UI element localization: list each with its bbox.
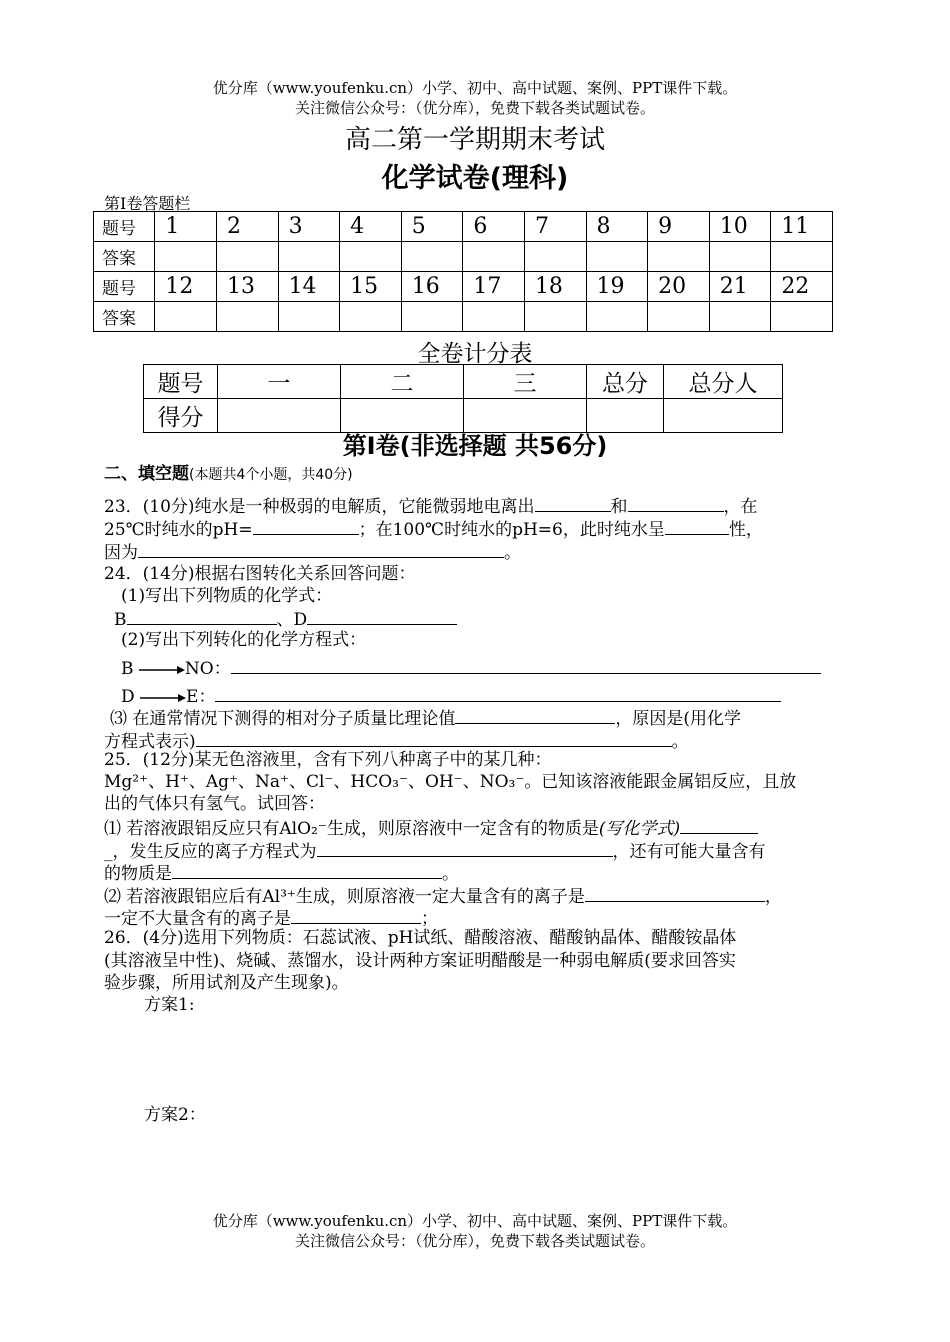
blank[interactable]: [196, 729, 672, 747]
blank[interactable]: [231, 656, 821, 674]
question-number: 10: [709, 212, 771, 242]
blank[interactable]: [535, 494, 611, 512]
q24-line-4: (2)写出下列转化的化学方程式：: [121, 630, 367, 650]
answer-cell[interactable]: [524, 242, 586, 272]
q24-text: E：: [186, 687, 216, 707]
question-number: 5: [401, 212, 463, 242]
blank[interactable]: [253, 517, 359, 535]
question-number: 18: [524, 272, 586, 302]
q26-line-3: 验步骤，所用试剂及产生现象)。: [104, 973, 349, 993]
answer-cell[interactable]: [524, 302, 586, 332]
blank[interactable]: [291, 906, 421, 924]
q25-text: ⑴ 若溶液跟铝反应只有AlO₂⁻生成，则原溶液中一定含有的物质是: [104, 819, 599, 839]
q24-text: 、D: [276, 610, 308, 630]
answer-table-row: [94, 302, 833, 332]
q24-text: ⑶ 在通常情况下测得的相对分子质量比理论值: [110, 709, 456, 729]
q23-text: 25℃时纯水的pH=: [104, 520, 253, 540]
ion-list: Mg²⁺、H⁺、Ag⁺、Na⁺、Cl⁻、HCO₃⁻、OH⁻、NO₃⁻: [104, 772, 525, 792]
q24-text: 方程式表示): [104, 732, 196, 752]
q23-text: 性，: [728, 520, 763, 540]
q23-line-1: [104, 494, 758, 519]
score-table-caption: 全卷计分表: [417, 341, 533, 367]
answer-cell[interactable]: [340, 302, 402, 332]
blank[interactable]: [680, 816, 758, 834]
q24-text: ，原因是(用化学: [615, 709, 742, 729]
question-number: 6: [463, 212, 525, 242]
score-header: 三: [464, 365, 587, 399]
blank[interactable]: [317, 839, 613, 857]
header-line-1: 优分库（www.youfenku.cn）小学、初中、高中试题、案例、PPT课件下载。: [212, 79, 738, 97]
blank[interactable]: [138, 540, 504, 558]
answer-cell[interactable]: [586, 302, 648, 332]
row-label: 题号: [94, 212, 155, 242]
answer-table-caption: 第I卷答题栏: [104, 194, 191, 213]
answer-cell[interactable]: [401, 302, 463, 332]
question-number: 1: [155, 212, 217, 242]
question-number: 13: [216, 272, 278, 302]
score-row-label: 得分: [144, 399, 218, 433]
footer-line-1: 优分库（www.youfenku.cn）小学、初中、高中试题、案例、PPT课件下载。: [212, 1212, 738, 1230]
q25-line-1: 25．(12分)某无色溶液里，含有下列八种离子中的某几种：: [104, 750, 552, 770]
question-number: 11: [771, 212, 833, 242]
question-number: 2: [216, 212, 278, 242]
q24-text: 。: [671, 732, 689, 752]
exam-title: 高二第一学期期末考试: [344, 125, 605, 155]
answer-cell[interactable]: [771, 242, 833, 272]
q25-text: 。已知该溶液能跟金属铝反应，且放: [524, 772, 797, 792]
answer-cell[interactable]: [648, 242, 710, 272]
reaction-arrow-icon: [139, 665, 185, 675]
answer-cell[interactable]: [216, 242, 278, 272]
answer-cell[interactable]: [278, 302, 340, 332]
q24-text: NO：: [184, 659, 231, 679]
answer-table-row: [94, 242, 833, 272]
question-number: 15: [340, 272, 402, 302]
answer-cell[interactable]: [771, 302, 833, 332]
answer-cell[interactable]: [709, 302, 771, 332]
answer-cell[interactable]: [155, 242, 217, 272]
blank[interactable]: [628, 494, 724, 512]
answer-table-row: [94, 272, 833, 302]
question-number: 8: [586, 212, 648, 242]
q23-text: 23．(10分)纯水是一种极弱的电解质，它能微弱地电离出: [104, 497, 535, 517]
q26-line-2: (其溶液呈中性)、烧碱、蒸馏水，设计两种方案证明醋酸是一种弱电解质(要求回答实: [104, 951, 736, 971]
question-number: 12: [155, 272, 217, 302]
q24-line-2: (1)写出下列物质的化学式：: [121, 586, 333, 606]
score-header: 一: [218, 365, 341, 399]
answer-cell[interactable]: [648, 302, 710, 332]
q25-text: ⑵ 若溶液跟铝应后有Al³⁺生成，则原溶液一定大量含有的离子是: [104, 887, 585, 907]
exam-subtitle: 化学试卷(理科): [381, 163, 569, 194]
q25-text: 。: [442, 864, 459, 884]
answer-cell[interactable]: [586, 242, 648, 272]
q25-line-4: [104, 816, 758, 841]
part-title-text: 二、填空题: [104, 464, 189, 484]
score-header: 总分: [587, 365, 664, 399]
footer-line-2: 关注微信公众号：（优分库），免费下载各类试题试卷。: [294, 1232, 655, 1250]
q25-line-3: 出的气体只有氢气。试回答：: [104, 794, 325, 814]
question-number: 4: [340, 212, 402, 242]
question-number: 17: [463, 272, 525, 302]
q23-text: 因为: [104, 543, 138, 563]
answer-cell[interactable]: [401, 242, 463, 272]
q25-text: ；: [421, 909, 438, 929]
answer-cell[interactable]: [155, 302, 217, 332]
q24-line-5: [121, 656, 821, 681]
q24-line-7: [110, 706, 741, 731]
blank[interactable]: [215, 684, 781, 702]
question-number: 7: [524, 212, 586, 242]
answer-table-row: [94, 212, 833, 242]
q23-text: ，在: [723, 497, 758, 517]
score-header: 题号: [144, 365, 218, 399]
question-number: 3: [278, 212, 340, 242]
q23-line-2: [104, 517, 763, 542]
q25-line-2: [104, 771, 796, 794]
score-table: [143, 364, 783, 433]
q26-line-1: 26．(4分)选用下列物质：石蕊试液、pH试纸、醋酸溶液、醋酸钠晶体、醋酸铵晶体: [104, 928, 737, 948]
answer-cell[interactable]: [278, 242, 340, 272]
q23-line-3: [104, 540, 521, 565]
reaction-arrow-icon: [140, 693, 186, 703]
score-header: 总分人: [664, 365, 783, 399]
blank[interactable]: [585, 884, 765, 902]
part-note: (本题共4个小题，共40分): [189, 467, 353, 483]
q25-text: ，: [764, 887, 782, 907]
plan-1-label: 方案1:: [144, 995, 195, 1015]
q25-text: 一定不大量含有的离子是: [104, 909, 291, 929]
q25-text: 的物质是: [104, 864, 172, 884]
question-number: 14: [278, 272, 340, 302]
blank[interactable]: [307, 607, 457, 625]
question-number: 20: [648, 272, 710, 302]
score-table-row: [144, 365, 783, 399]
q24-line-1: 24．(14分)根据右图转化关系回答问题：: [104, 564, 416, 584]
q25-text: ，还有可能大量含有: [612, 842, 766, 862]
section-title: 第Ⅰ卷(非选择题 共56分): [342, 432, 608, 460]
plan-2-label: 方案2：: [144, 1105, 206, 1125]
answer-cell[interactable]: [709, 242, 771, 272]
answer-table: [93, 211, 833, 332]
part-title: [104, 459, 353, 484]
q24-text: B: [114, 610, 127, 630]
blank[interactable]: [127, 607, 277, 625]
q25-hint: (写化学式): [598, 819, 681, 839]
header-line-2: 关注微信公众号：（优分库），免费下载各类试题试卷。: [294, 99, 655, 117]
answer-cell[interactable]: [463, 242, 525, 272]
row-label: 答案: [94, 302, 155, 332]
question-number: 21: [709, 272, 771, 302]
q23-text: 。: [504, 543, 521, 563]
blank[interactable]: [665, 517, 729, 535]
blank[interactable]: [172, 861, 442, 879]
question-number: 19: [586, 272, 648, 302]
q25-line-6: [104, 861, 459, 886]
answer-cell[interactable]: [463, 302, 525, 332]
answer-cell[interactable]: [340, 242, 402, 272]
question-number: 9: [648, 212, 710, 242]
q23-text: 和: [610, 497, 628, 517]
q24-text: B: [121, 659, 134, 679]
score-header: 二: [341, 365, 464, 399]
q24-text: D: [121, 687, 135, 707]
answer-cell[interactable]: [216, 302, 278, 332]
question-number: 16: [401, 272, 463, 302]
row-label: 题号: [94, 272, 155, 302]
q25-text: _，发生反应的离子方程式为: [104, 842, 317, 862]
q23-text: ；在100℃时纯水的pH=6，此时纯水呈: [358, 520, 665, 540]
row-label: 答案: [94, 242, 155, 272]
blank[interactable]: [455, 706, 615, 724]
question-number: 22: [771, 272, 833, 302]
